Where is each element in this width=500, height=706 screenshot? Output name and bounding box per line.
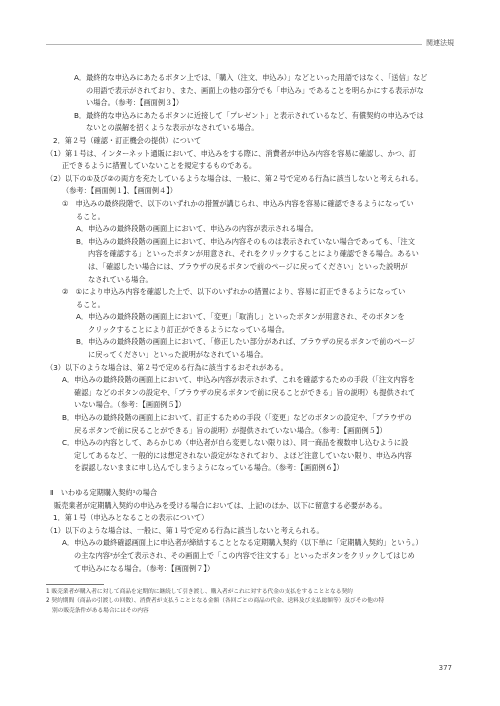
text-line: 2．第２号（確認・訂正機会の提供）について <box>53 135 202 145</box>
text-line: 内容を確認する」といったボタンが用意され、それをクリックすることにより確認できる場合。あるい <box>88 249 419 259</box>
text-line: の用語で表示がされており、また、画面上の他の部分でも「申込み」であることを明らかにする表示がな <box>86 85 424 95</box>
text-line: （3）以下のような場合は、第２号で定める行為に該当するおそれがある。 <box>46 362 288 372</box>
text-line: A．最終的な申込みにあたるボタン上では、「購入（注文、申込み）」などといった用語ではなく、「送信」など <box>74 73 428 82</box>
text-line: A．申込みの最終段階の画面上において、申込み内容が表示されず、これを確認するための手段（「注文内容を <box>62 375 415 385</box>
text-line: B．申込みの最終段階の画面上において、「修正したい部分があれば、ブラウザの戻るボタンで前のページ <box>76 337 415 347</box>
footnotes <box>46 588 456 616</box>
text-line: （1）以下のような場合は、一般に、第１号で定める行為に該当しないと考えられる。 <box>46 525 324 535</box>
text-line: ること。 <box>76 211 105 221</box>
document-body <box>46 72 456 575</box>
text-line: に戻ってください」といった説明がなされている場合。 <box>88 350 268 360</box>
text-line: ② ①により申込み内容を確認した上で、以下のいずれかの措置により、容易に訂正できるようになってい <box>62 287 406 297</box>
text-line: 定してあるなど、一般的には想定されない設定がなされており、よほど注意していない限り、申込み内容 <box>74 450 412 460</box>
footnote-line: 別の販売条件がある場合にはその内容 <box>52 607 149 614</box>
text-line: 1．第１号（申込みとなることの表示について） <box>53 513 209 523</box>
text-line: 戻るボタンで前に戻ることができる」旨の説明）が提供されていない場合。（参考：【画面例５】） <box>74 425 387 435</box>
text-line: ① 申込みの最終段階で、以下のいずれかの措置が講じられ、申込み内容を容易に確認できるようになってい <box>62 198 414 208</box>
text-line: A．申込みの最終段階の画面上において、「変更」「取消し」といったボタンが用意され、そのボタンを <box>76 312 405 322</box>
text-line: （1）第１号は、インターネット通販において、申込みをする際に、消費者が申込み内容を容易に確認し、かつ、訂 <box>46 148 417 158</box>
text-line: A．申込みの最終確認画面上に申込者が締結することとなる定期購入契約（以下単に「定期購入契約」という。） <box>62 538 423 548</box>
text-line: クリックすることにより訂正ができるようになっている場合。 <box>88 324 289 334</box>
text-line: ないとの誤解を招くような表示がなされている場合。 <box>86 123 259 133</box>
text-line: て申込みになる場合。（参考：【画面例７】） <box>74 563 215 573</box>
text-line: の主な内容²が全て表示され、その画面上で「この内容で注文する」といったボタンをクリックしてはじめ <box>74 550 415 560</box>
footnote-line: 2 契約期間（商品の引渡しの回数）、消費者が支払うこととなる金額（各回ごとの商品の代金、送料及び支払総額等）及びその他の特 <box>46 598 385 605</box>
text-line: を誤認しないままに申し込んでしまうようになっている場合。（参考：【画面例６】） <box>74 463 344 473</box>
text-line: （参考：【画面例１】、【画面例４】） <box>62 186 177 196</box>
text-line: いない場合。（参考：【画面例５】） <box>74 400 186 410</box>
header-rule <box>46 44 422 45</box>
text-line: Ⅱ いわゆる定期購入契約¹の場合 <box>50 488 158 497</box>
text-line: 確認」などのボタンの設定や、「ブラウザの戻るボタンで前に戻ることができる」旨の説明）も提供されて <box>74 387 416 397</box>
text-line: なされている場合。 <box>88 274 153 284</box>
running-header: 関連法規 <box>426 39 454 47</box>
footnote-line: 1 販売業者が購入者に対して商品を定期的に継続して引き渡し、購入者がこれに対する代金の支払をすることとなる契約 <box>46 589 353 595</box>
text-line: い場合。（参考：【画面例３】） <box>86 98 184 108</box>
text-line: B．最終的な申込みにあたるボタンに近接して「プレゼント」と表示されているなど、有償契約の申込みでは <box>74 110 424 120</box>
page-number: 377 <box>438 664 452 672</box>
text-line: （2）以下の①及び②の両方を充たしているような場合は、一般に、第２号で定める行為に該当しないと考えられる。 <box>46 173 423 183</box>
text-line: 正できるように措置していないことを規定するものである。 <box>62 161 257 171</box>
text-line: B．申込みの最終段階の画面上において、申込み内容そのものは表示されていない場合であっても、「注文 <box>76 236 415 246</box>
text-line: は、「確認したい場合には、ブラウザの戻るボタンで前のページに戻ってください」といった説明が <box>88 261 408 271</box>
section-gap <box>46 475 456 487</box>
text-line: ること。 <box>76 299 105 309</box>
text-line: C．申込みの内容として、あらかじめ（申込者が自ら変更しない限りは）、同一商品を複数申し込むように設 <box>62 438 409 448</box>
text-line: 販売業者が定期購入契約の申込みを受ける場合においては、上記Ⅰのほか、以下に留意する必要がある。 <box>54 500 387 510</box>
text-line: B．申込みの最終段階の画面上において、訂正するための手段（「変更」などのボタンの設定や、「ブラウザの <box>62 413 412 423</box>
text-line: A．申込みの最終段階の画面上において、申込みの内容が表示される場合。 <box>76 224 318 234</box>
footnote-rule <box>46 584 104 585</box>
